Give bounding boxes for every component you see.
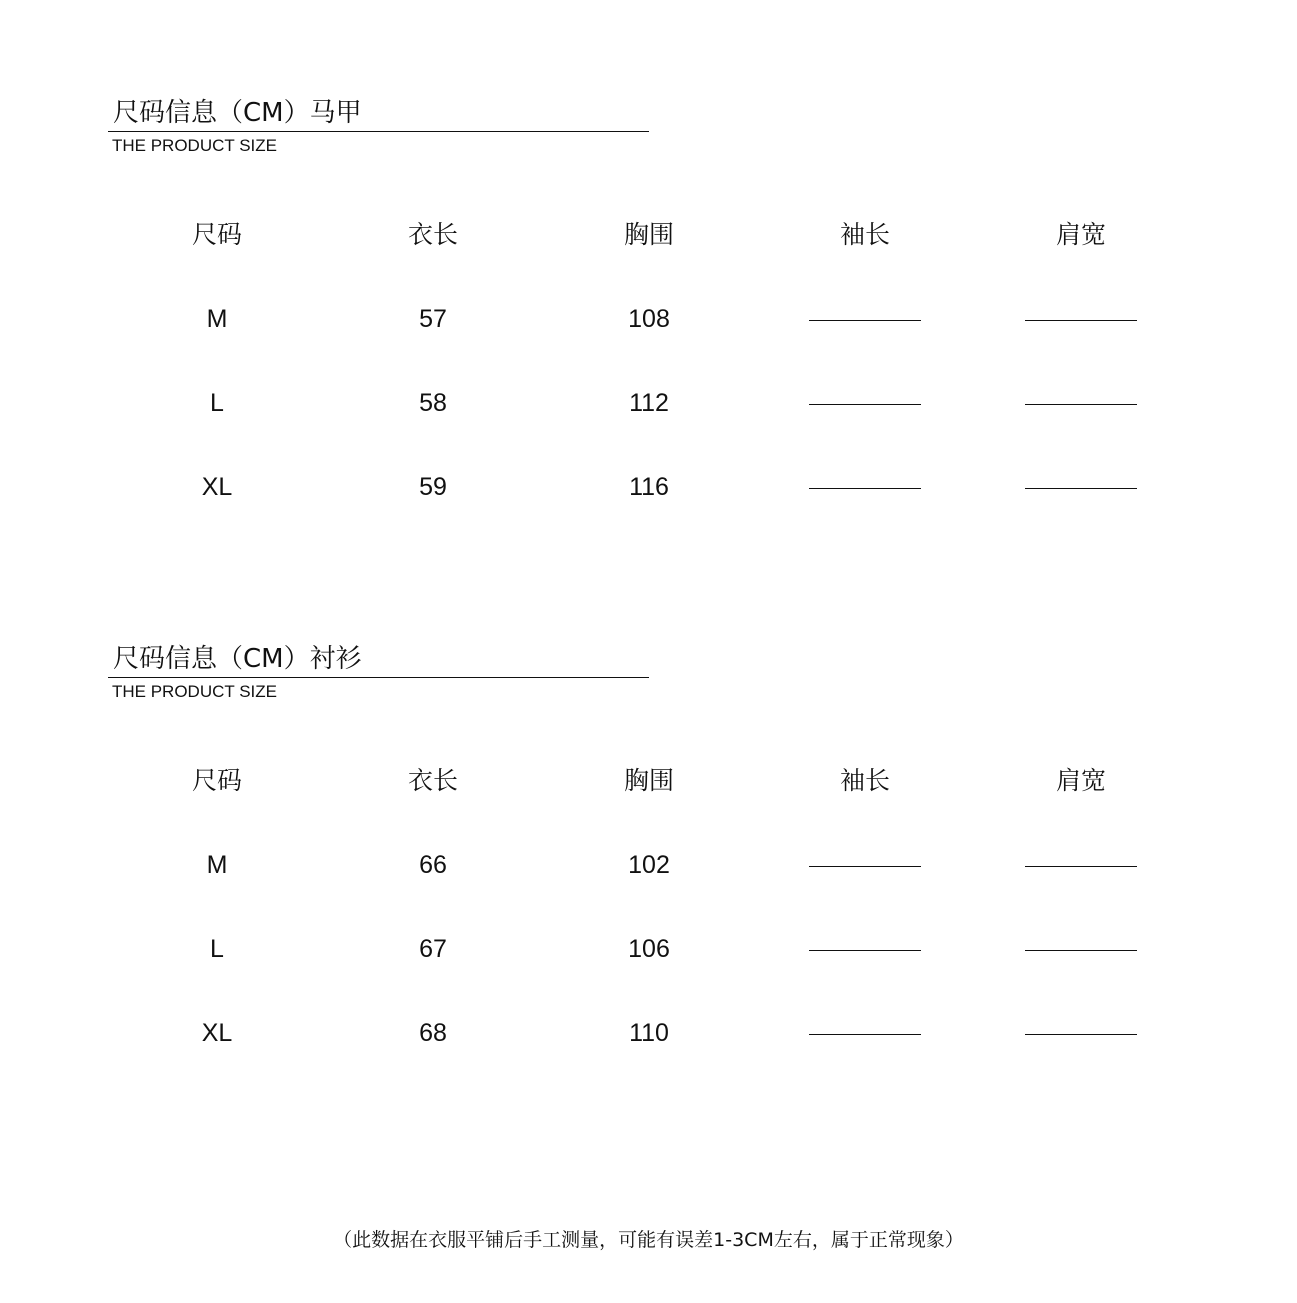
table-cell: 106 [628,935,670,963]
size-section-1 [0,96,1297,576]
section-title: 尺码信息（CM）马甲 [113,98,362,128]
empty-value-dash [1025,950,1137,951]
table-cell: 58 [419,389,447,417]
size-section-2 [0,642,1297,1122]
measurement-footnote: （此数据在衣服平铺后手工测量，可能有误差1-3CM左右，属于正常现象） [333,1229,964,1251]
empty-value-dash [809,488,921,489]
column-header: 肩宽 [1055,220,1106,249]
table-cell: 66 [419,851,447,879]
table-cell: M [206,851,228,879]
column-header: 袖长 [839,220,890,249]
table-cell: 110 [629,1019,669,1047]
table-cell: 116 [629,473,669,501]
table-cell: 102 [628,851,670,879]
title-underline [108,677,649,678]
table-cell: 57 [419,305,447,333]
empty-value-dash [809,1034,921,1035]
empty-value-dash [1025,866,1137,867]
table-cell: M [206,305,228,333]
column-header: 衣长 [407,220,458,249]
empty-value-dash [1025,488,1137,489]
empty-value-dash [809,320,921,321]
column-header: 肩宽 [1055,766,1106,795]
column-header: 尺码 [191,766,242,795]
empty-value-dash [809,404,921,405]
section-title: 尺码信息（CM）衬衫 [113,644,362,674]
column-header: 袖长 [839,766,890,795]
table-cell: L [210,935,224,963]
empty-value-dash [1025,404,1137,405]
empty-value-dash [1025,320,1137,321]
column-header: 胸围 [623,220,674,249]
empty-value-dash [809,950,921,951]
section-subtitle: THE PRODUCT SIZE [112,682,277,701]
title-underline [108,131,649,132]
empty-value-dash [1025,1034,1137,1035]
column-header: 尺码 [191,220,242,249]
section-subtitle: THE PRODUCT SIZE [112,136,277,155]
column-header: 胸围 [623,766,674,795]
table-cell: L [210,389,224,417]
table-cell: 112 [629,389,669,417]
empty-value-dash [809,866,921,867]
table-cell: XL [201,1019,233,1047]
table-cell: XL [201,473,233,501]
table-cell: 59 [419,473,447,501]
table-cell: 68 [419,1019,447,1047]
table-cell: 67 [419,935,447,963]
column-header: 衣长 [407,766,458,795]
table-cell: 108 [628,305,670,333]
